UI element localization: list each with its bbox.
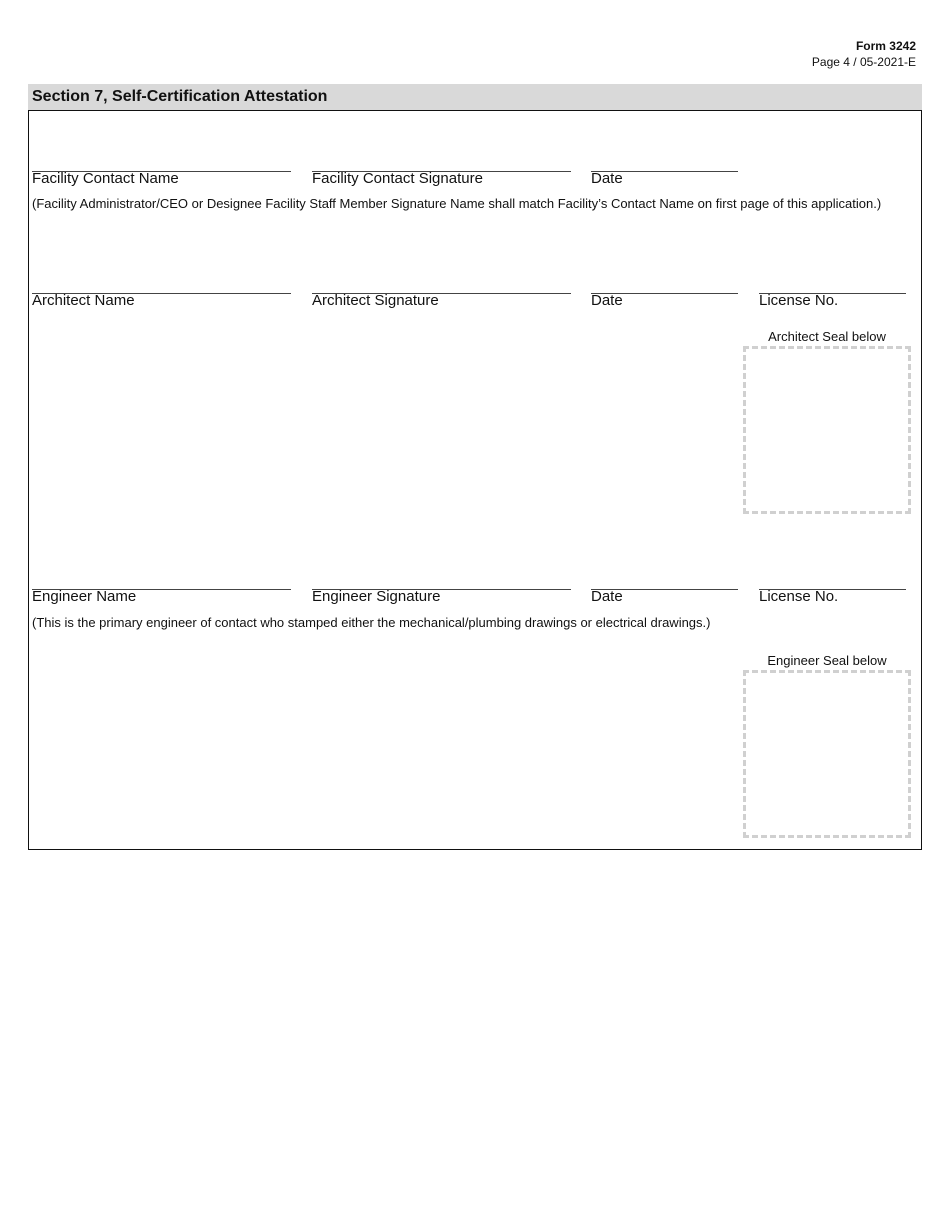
- engineer-name-label: Engineer Name: [32, 588, 137, 605]
- engineer-signature-label: Engineer Signature: [312, 588, 441, 605]
- form-header: [812, 38, 916, 70]
- architect-name-label: Architect Name: [32, 292, 135, 309]
- form-number: Form 3242: [855, 39, 916, 53]
- architect-seal-caption: Architect Seal below: [768, 329, 886, 344]
- architect-seal-box[interactable]: [743, 346, 911, 514]
- architect-license-label: License No.: [759, 292, 839, 309]
- engineer-seal-caption: Engineer Seal below: [767, 653, 887, 668]
- engineer-license-label: License No.: [759, 588, 839, 605]
- architect-date-label: Date: [591, 292, 623, 309]
- engineer-seal-box[interactable]: [743, 670, 911, 838]
- facility-date-label: Date: [591, 170, 623, 187]
- page-info: Page 4 / 05-2021-E: [811, 55, 916, 69]
- engineer-note: (This is the primary engineer of contact who stamped either the mechanical/plumbing drawings or electrical drawings.): [32, 615, 711, 630]
- facility-contact-name-label: Facility Contact Name: [32, 170, 179, 187]
- architect-signature-label: Architect Signature: [312, 292, 439, 309]
- facility-contact-signature-label: Facility Contact Signature: [312, 170, 483, 187]
- section-title-bar: [28, 84, 922, 111]
- facility-note: (Facility Administrator/CEO or Designee Facility Staff Member Signature Name shall match Facility’s Contact Name on first page of this application.): [32, 196, 882, 211]
- engineer-date-label: Date: [591, 588, 623, 605]
- section-title: Section 7, Self-Certification Attestation: [32, 88, 328, 105]
